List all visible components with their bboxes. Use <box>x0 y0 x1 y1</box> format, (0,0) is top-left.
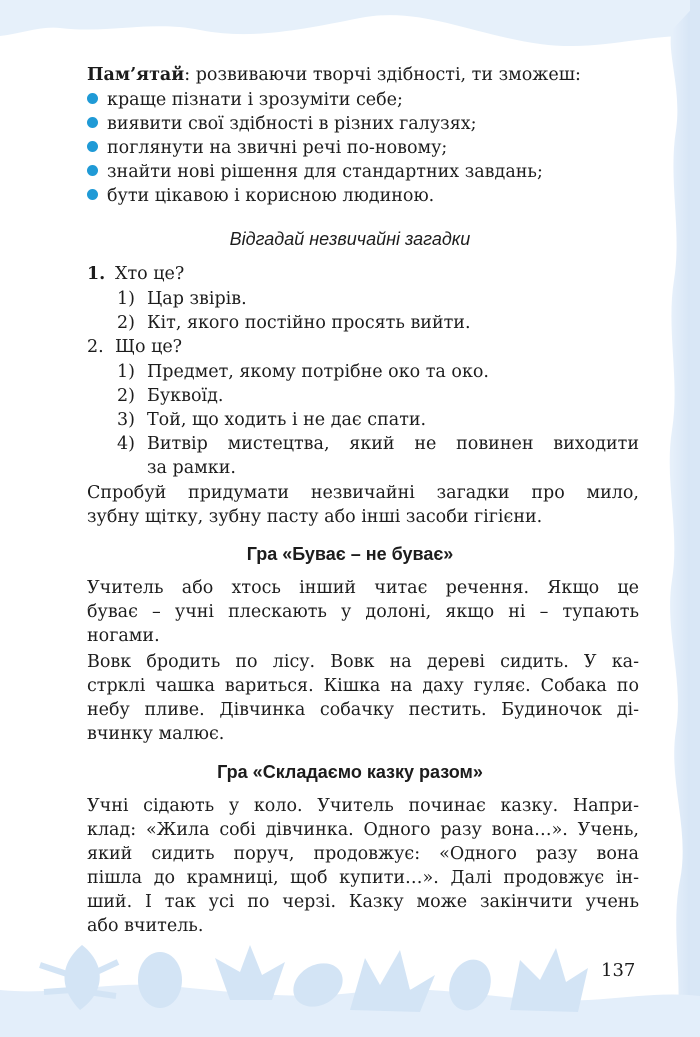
paragraph-line: небу пливе. Дівчинка собачку пестить. Будиночок ді- <box>87 700 639 720</box>
remember-text: : розвиваючи творчі здібності, ти зможеш: <box>184 65 581 85</box>
remember-label: Пам’ятай <box>87 65 185 85</box>
paragraph-line: стрклі чашка вариться. Кішка на даху гуляє. Собака по <box>87 676 639 696</box>
riddle-question: 1. Хто це? <box>87 264 185 284</box>
game1-heading: Гра «Буває – не буває» <box>246 544 454 564</box>
page-number: 137 <box>601 960 636 981</box>
game2-heading: Гра «Складаємо казку разом» <box>217 762 483 782</box>
riddles-heading: Відгадай незвичайні загадки <box>229 229 471 249</box>
bullet-dot-icon <box>87 117 98 128</box>
paragraph-line: Вовк бродить по лісу. Вовк на дереві сидить. У ка- <box>87 652 639 672</box>
bullet-dot-icon <box>87 93 98 104</box>
remember-intro <box>87 63 581 87</box>
task-line: Спробуй придумати незвичайні загадки про мило, <box>87 483 639 503</box>
paragraph-line: ногами. <box>87 626 160 646</box>
bullet-item: виявити свої здібності в різних галузях; <box>87 112 477 136</box>
paragraph-line: пішла до крамниці, щоб купити…». Далі продовжує ін- <box>87 868 639 888</box>
bullet-item: поглянути на звичні речі по-новому; <box>87 136 447 160</box>
riddle-item: 3) Той, що ходить і не дає спати. <box>117 410 427 430</box>
paragraph-line: Учні сідають у коло. Учитель починає казку. Напри- <box>87 796 639 816</box>
bullet-dot-icon <box>87 189 98 200</box>
bullet-item: краще пізнати і зрозуміти себе; <box>87 88 403 112</box>
riddle-question: 2. Що це? <box>87 337 183 357</box>
riddle-item: 4) Витвір мистецтва, який не повинен виходити <box>117 434 639 454</box>
task-line: зубну щітку, зубну пасту або інші засоби гігієни. <box>87 507 543 527</box>
paragraph-line: який сидить поруч, продовжує: «Одного разу вона <box>87 844 639 864</box>
bullet-item: знайти нові рішення для стандартних завдань; <box>87 160 543 184</box>
bullet-item: бути цікавою і корисною людиною. <box>87 184 434 208</box>
paragraph-line: Учитель або хтось інший читає речення. Якщо це <box>87 578 639 598</box>
paragraph-line: ший. І так усі по черзі. Казку може закінчити учень <box>87 892 639 912</box>
paragraph-line: клад: «Жила собі дівчинка. Одного разу вона…». Учень, <box>87 820 639 840</box>
riddle-item-continuation: за рамки. <box>147 458 236 478</box>
paragraph-line: буває – учні плескають у долоні, якщо ні – тупають <box>87 602 639 622</box>
riddle-item: 2) Кіт, якого постійно просять вийти. <box>117 313 471 333</box>
paragraph-line: вчинку малює. <box>87 724 225 744</box>
bullet-dot-icon <box>87 165 98 176</box>
riddle-item: 1) Предмет, якому потрібне око та око. <box>117 362 489 382</box>
paragraph-line: або вчитель. <box>87 916 204 936</box>
riddle-item: 1) Цар звірів. <box>117 289 247 309</box>
riddle-item: 2) Буквоїд. <box>117 386 224 406</box>
bullet-dot-icon <box>87 141 98 152</box>
